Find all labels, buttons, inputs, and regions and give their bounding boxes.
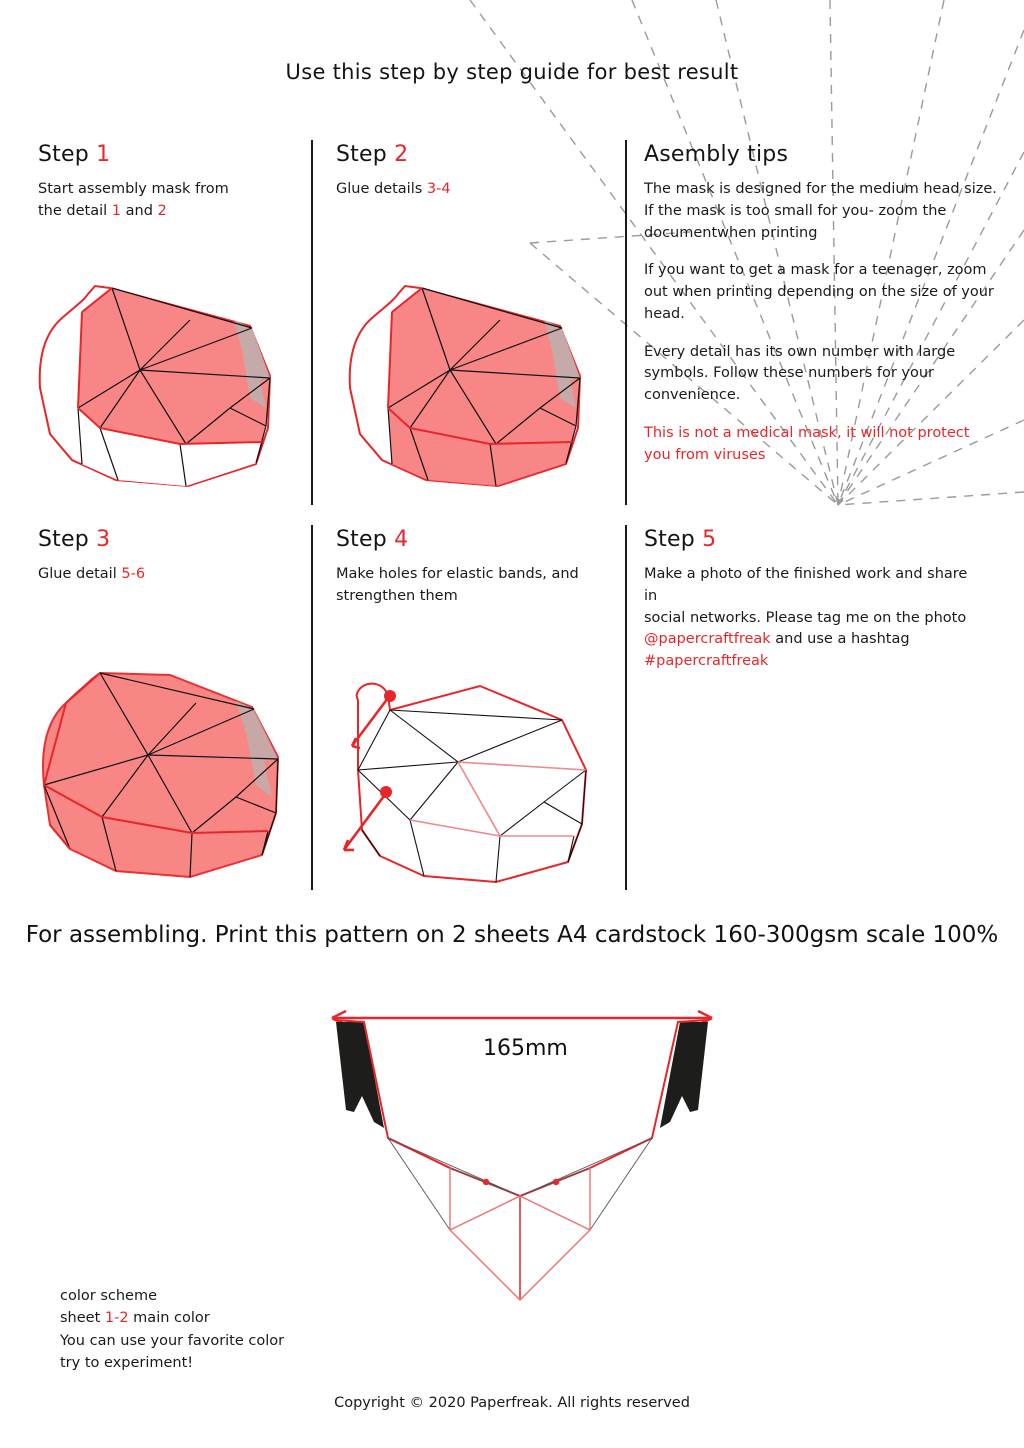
step-1-number: 1 [96, 142, 111, 167]
pattern-dot-left [483, 1179, 489, 1185]
step-5-block [644, 527, 984, 673]
pattern-dot-right [553, 1179, 559, 1185]
step-1-detail-2: 2 [157, 202, 167, 219]
step-1-title-word: Step [38, 142, 89, 167]
divider-vertical-4 [625, 525, 627, 890]
step-1-line-2-a: the detail [38, 202, 112, 219]
black-tab-left [336, 1022, 384, 1128]
step-2-mask-figure [330, 258, 610, 508]
step-5-line-3-b: and use a hashtag [770, 631, 910, 648]
step-5-title [644, 527, 984, 552]
step-3-line-1-a: Glue detail [38, 566, 122, 582]
step-5-line-2: social networks. Please tag me on the photo [644, 609, 967, 626]
step-4-line-2: strengthen them [336, 587, 458, 604]
step-3-text [38, 564, 288, 586]
step-3-block [38, 527, 288, 586]
color-scheme-line-3: You can use your favorite color [60, 1332, 285, 1349]
step-3-details: 5-6 [121, 566, 146, 582]
step-2-line-1-a: Glue details [336, 181, 427, 197]
divider-vertical-1 [311, 140, 313, 505]
step-2-text [336, 179, 586, 201]
color-scheme-line-2-c: main color [128, 1310, 210, 1327]
step-4-block [336, 527, 606, 608]
step-4-mask-figure [330, 650, 620, 890]
assembly-tips-text [644, 179, 999, 466]
step-2-number: 2 [394, 142, 409, 167]
step-2-block [336, 142, 586, 201]
divider-vertical-2 [625, 140, 627, 505]
step-1-text [38, 179, 288, 223]
assembly-tips-block [644, 142, 999, 466]
black-tab-right [660, 1022, 708, 1128]
step-1-detail-1: 1 [111, 202, 122, 219]
step-1-block [38, 142, 288, 223]
color-scheme-sheet-range: 1-2 [104, 1310, 129, 1327]
step-2-title-word: Step [336, 142, 387, 167]
step-1-line-2-c: and [121, 202, 158, 219]
assembly-tips-p3: Every detail has its own number with large symbols. Follow these numbers for your convenience. [644, 343, 956, 403]
step-2-details: 3-4 [426, 181, 451, 197]
divider-vertical-3 [311, 525, 313, 890]
step-3-mask-figure [20, 645, 310, 895]
step-4-text [336, 564, 606, 608]
step-3-title-word: Step [38, 527, 89, 552]
social-hashtag[interactable]: #papercraftfreak [644, 653, 769, 669]
assembly-tips-warning: This is not a medical mask, it will not protect you from viruses [644, 424, 970, 463]
hole-marker-lower [380, 786, 392, 798]
step-3-number: 3 [96, 527, 111, 552]
assembly-tips-p2: If you want to get a mask for a teenager, zoom out when printing depending on the size of your head. [644, 262, 994, 322]
step-5-title-word: Step [644, 527, 695, 552]
dimension-label: 165mm [483, 1036, 568, 1061]
dimension-arrow [332, 1011, 712, 1025]
color-scheme-note [60, 1285, 284, 1375]
step-5-line-1: Make a photo of the finished work and share in [644, 566, 968, 604]
social-handle[interactable]: @papercraftfreak [644, 631, 771, 648]
step-4-title-word: Step [336, 527, 387, 552]
print-instruction-title: For assembling. Print this pattern on 2 sheets A4 cardstock 160-300gsm scale 100% [25, 922, 999, 948]
color-scheme-line-4: try to experiment! [60, 1355, 194, 1372]
step-1-mask-figure [20, 258, 300, 508]
step-2-line-1 [336, 179, 586, 201]
assembly-tips-title: Asembly tips [644, 142, 789, 167]
copyright-notice: Copyright © 2020 Paperfreak. All rights reserved [334, 1395, 690, 1411]
step-4-line-1: Make holes for elastic bands, and [336, 566, 579, 582]
step-5-text [644, 564, 984, 673]
assembly-tips-p1: The mask is designed for the medium head size. If the mask is too small for you- zoom the documentwhen printing [644, 181, 997, 241]
step-1-line-2 [38, 201, 288, 223]
page-title: Use this step by step guide for best result [285, 60, 739, 84]
color-scheme-line-2 [60, 1307, 284, 1329]
color-scheme-line-1: color scheme [60, 1288, 157, 1304]
step-3-line-1 [38, 564, 288, 586]
step-3-title [38, 527, 288, 552]
step-1-title [38, 142, 288, 167]
step-4-title [336, 527, 606, 552]
step-2-title [336, 142, 586, 167]
step-5-number: 5 [702, 527, 717, 552]
color-scheme-line-2-a: sheet [60, 1310, 105, 1327]
step-4-number: 4 [394, 527, 409, 552]
step-1-line-1: Start assembly mask from [38, 181, 229, 197]
step-5-line-3 [644, 629, 984, 651]
